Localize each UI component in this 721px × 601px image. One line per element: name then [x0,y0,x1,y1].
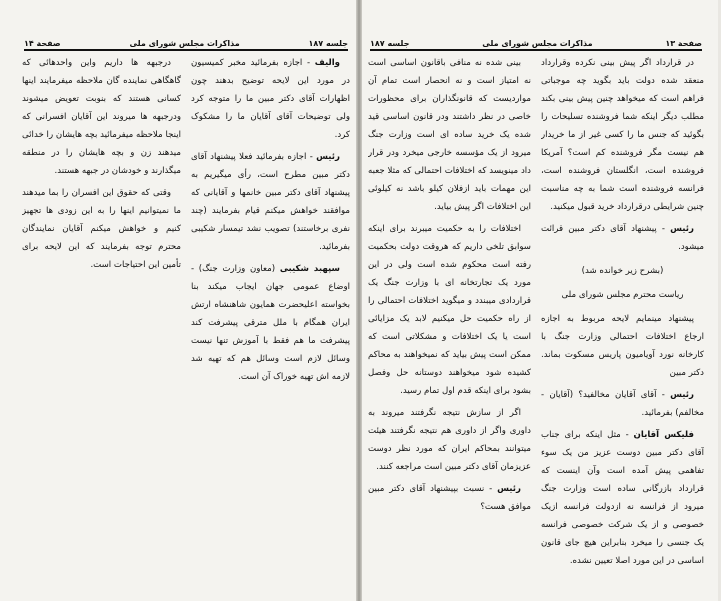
paragraph [22,54,181,180]
paragraph [191,260,350,386]
paragraph-text: - پیشنهاد آقای دکتر مبین قرائت میشود. [541,224,704,252]
text-column-left [22,54,181,593]
paragraph [541,426,704,570]
paragraph-text: - مثل اینکه برای جناب آقای دکتر مبین دوست عزیز من یک سوء تفاهمی پیش آمده است وآن اینست که قرارداد بازرگانی ساده است وزارت جنگ میرود از فرانسه نه ازدولت فرانسه ازیک خصوصی و از یک شرکت خصوصی فرانسه یک جنسی را میخرد بنابراین هیچ جای قانون اساسی در این مورد اصلا تعیین نشده. [541,430,704,566]
paragraph [368,54,531,216]
speaker-name: رئیس [316,152,340,162]
paragraph [191,148,350,256]
paragraph-text: - اجازه بفرمائید فعلا پیشنهاد آقای دکتر مبین مطرح است، رأی میگیریم به پیشنهاد آقای دکتر مبین خانمها و آقایانی که موافقند خواهش میکنم قیام بفرمایند (چند نفری برخاستند) تصویب نشد تیمسار شکیبی بفرمائید. [191,152,350,252]
speaker-name: والیف [314,58,340,68]
text-column-right [541,54,704,593]
paragraph-text: اختلافات را به حکمیت میبرند برای اینکه سوابق تلخی داریم که هروقت دولت بحکمیت رفته است محکوم شده است ولی در این مورد یک تجارتخانه ای با وزارت جنگ یک قراردادی میبندد و میگوید اختلافات احتمالی را از راه حکمیت حل میکنیم لابد یک مزایائی است یا یک اختلافات و مشکلاتی است که ممکن است پیش بیاید که نمیخواهند به محاکم کشیده شود میخواهند دوستانه حل وفصل بشود برای اینکه قدم اول تمام رسید. [368,224,531,396]
paragraph-text: اگر از سازش نتیجه نگرفتند میروند به داوری واگر از داوری هم نتیجه نگرفتند هیئت میتوانند بمحاکم ایران که مورد نظر دوست عزیزمان آقای دکتر مبین است مراجعه کنند. [368,408,531,472]
paragraph-text: (بشرح زیر خوانده شد) [581,266,664,276]
speaker-name: رئیس [497,484,521,494]
text-column-right [191,54,350,593]
paragraph [541,386,704,422]
paragraph [22,184,181,274]
page-header [24,32,348,51]
paragraph [368,404,531,476]
centered-line [541,262,704,280]
text-column-left [368,54,531,593]
paragraph [541,54,704,216]
page-header [370,32,702,51]
running-title: مذاکرات مجلس شورای ملی [482,39,593,48]
session-number: جلسه ۱۸۷ [370,39,410,48]
speaker-name: فلیکس آقایان [633,430,694,440]
left-page [0,0,356,601]
paragraph-text: - نسبت بپیشنهاد آقای دکتر مبین موافق هست؟ [368,484,531,512]
paragraph-text: (معاون وزارت جنگ) - اوضاع عمومی جهان ایجاب میکند بنا بخواسته اعلیحضرت همایون شاهنشاه ارتش ایران همگام با ملل مترقی پیشرفت کند پیشرفت ما هم فقط با آموزش تنها نیست وسائل لازم است وسائل هم که تهیه شد لازمه اش تهیه خوراک آن است. [191,264,350,382]
paragraph-text: - اجازه بفرمائید مخبر کمیسیون در مورد این لایحه توضیح بدهند چون اظهارات آقای دکتر مبین ما را متوجه کرد ولی توضیحات آقای آقایان ما را مشکوک کرد. [191,58,350,140]
paragraph [368,220,531,400]
session-number: جلسه ۱۸۷ [308,39,348,48]
running-title: مذاکرات مجلس شورای ملی [129,39,240,48]
paragraph-text: پیشنهاد مینمایم لایحه مربوط به اجازه ارجاع اختلافات احتمالی وزارت جنگ با کارخانه نورد آویامیون پاریس مسکوت بماند. دکتر مبین [541,314,704,378]
paragraph-text: در قرارداد اگر پیش بینی نکرده وقرارداد منعقد شده دولت باید بگوید چه موجباتی فراهم است که میخواهد چنین پیش بینی بکند مطلب دیگر اینکه شما فروشنده تسلیحات را بگوئید که جنس ما را کسی غیر از ما خریدار هم نیست مگر فروشنده کم است؟ آمریکا فروشنده است، انگلستان فروشنده است، فرانسه فروشنده است شما به چه مناسبت چنین شرایطی درقرارداد خرید قبول میکنید. [541,58,704,212]
paragraph-text: بینی شده نه منافی باقانون اساسی است نه امتیاز است و نه انحصار است تمام آن مواردیست که قانونگذاران برای محظورات خاصی در نظر داشتند ودر قانون اساسی قید شده یک خرید ساده ای است وزارت جنگ میرود از یک مؤسسه خارجی میخرد ودر قرار داد مینویسد که اختلافات احتمالی که مثلا جعبه این مهمات باید ازفلان کیلو باشد نه کیلوئی این اختلافات اگر پیش بیاید. [368,58,531,212]
page-number: صفحة ۱۴ [24,39,61,48]
paragraph-text: ریاست محترم مجلس شورای ملی [561,290,684,300]
paragraph [541,220,704,256]
page-number: صفحة ۱۳ [665,39,702,48]
right-page [362,0,718,601]
speaker-name: سپهبد شکیبی [279,264,340,274]
paragraph [191,54,350,144]
paragraph-text: وقتی که حقوق این افسران را بما میدهند ما نمیتوانیم اینها را به این زودی ها تجهیز کنیم و خواهش میکنم آقایان نمایندگان محترم توجه بفرمایند که این لایحه برای تأمین این احتیاجات است. [22,188,181,270]
paragraph-text: درجبهه ها داریم واین واحدهائی که گاهگاهی نماینده گان ملاحظه میفرمایند اینها کسانی هستند که بنوبت تعویض میشوند ودرجبهه ها میروند این آقایان افسرانی که اینجا ملاحظه میفرمائید بچه هایشان را خدائی میدهند زن و بچه هایشان را در منطقه میگذارند و خودشان در جبهه هستند. [22,58,181,176]
paragraph-text: - آقای آقایان مخالفید؟ (آقایان - مخالفم) بفرمائید. [541,390,704,418]
speaker-name: رئیس [670,224,694,234]
centered-line [541,286,704,304]
paragraph [368,480,531,516]
paragraph [541,310,704,382]
speaker-name: رئیس [670,390,694,400]
